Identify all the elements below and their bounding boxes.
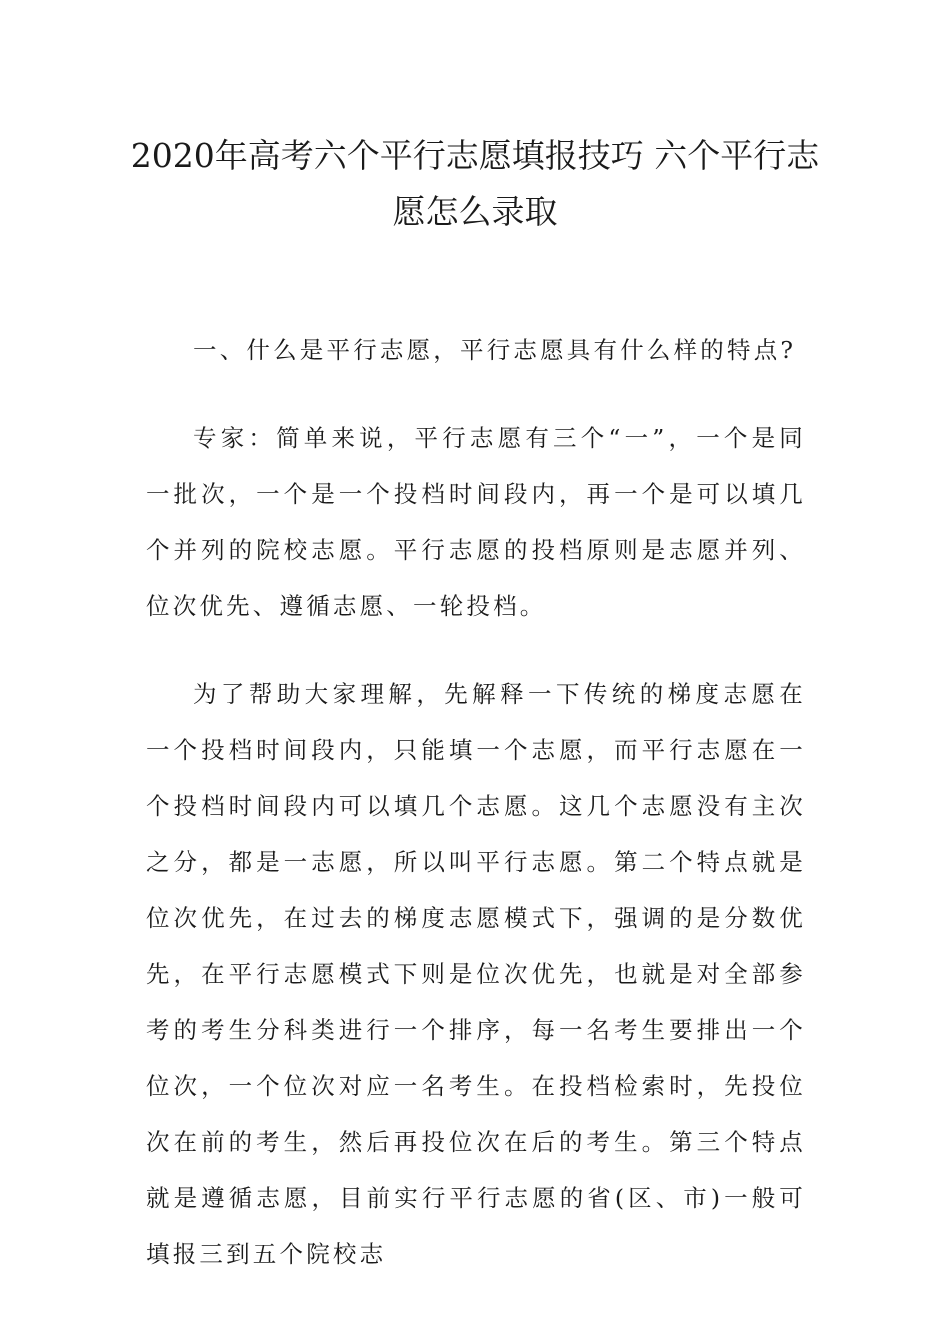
document-title: 2020年高考六个平行志愿填报技巧 六个平行志愿怎么录取	[130, 136, 820, 231]
paragraph-question-1: 一、什么是平行志愿，平行志愿具有什么样的特点?	[193, 336, 797, 364]
paragraph-explanation: 为了帮助大家理解，先解释一下传统的梯度志愿在一个投档时间段内，只能填一个志愿，而平行志愿在一个投档时间段内可以填几个志愿。这几个志愿没有主次之分，都是一志愿，所以叫平行志愿。第二个特点就是位次优先，在过去的梯度志愿模式下，强调的是分数优先，在平行志愿模式下则是位次优先，也就是对全部参考的考生分科类进行一个排序，每一名考生要排出一个位次，一个位次对应一名考生。在投档检索时，先投位次在前的考生，然后再投位次在后的考生。第三个特点就是遵循志愿，目前实行平行志愿的省(区、市)一般可填报三到五个院校志	[146, 680, 806, 1268]
paragraph-expert-answer: 专家：简单来说，平行志愿有三个“一”，一个是同一批次，一个是一个投档时间段内，再一个是可以填几个并列的院校志愿。平行志愿的投档原则是志愿并列、位次优先、遵循志愿、一轮投档。	[146, 424, 806, 620]
document-body	[146, 322, 806, 1314]
